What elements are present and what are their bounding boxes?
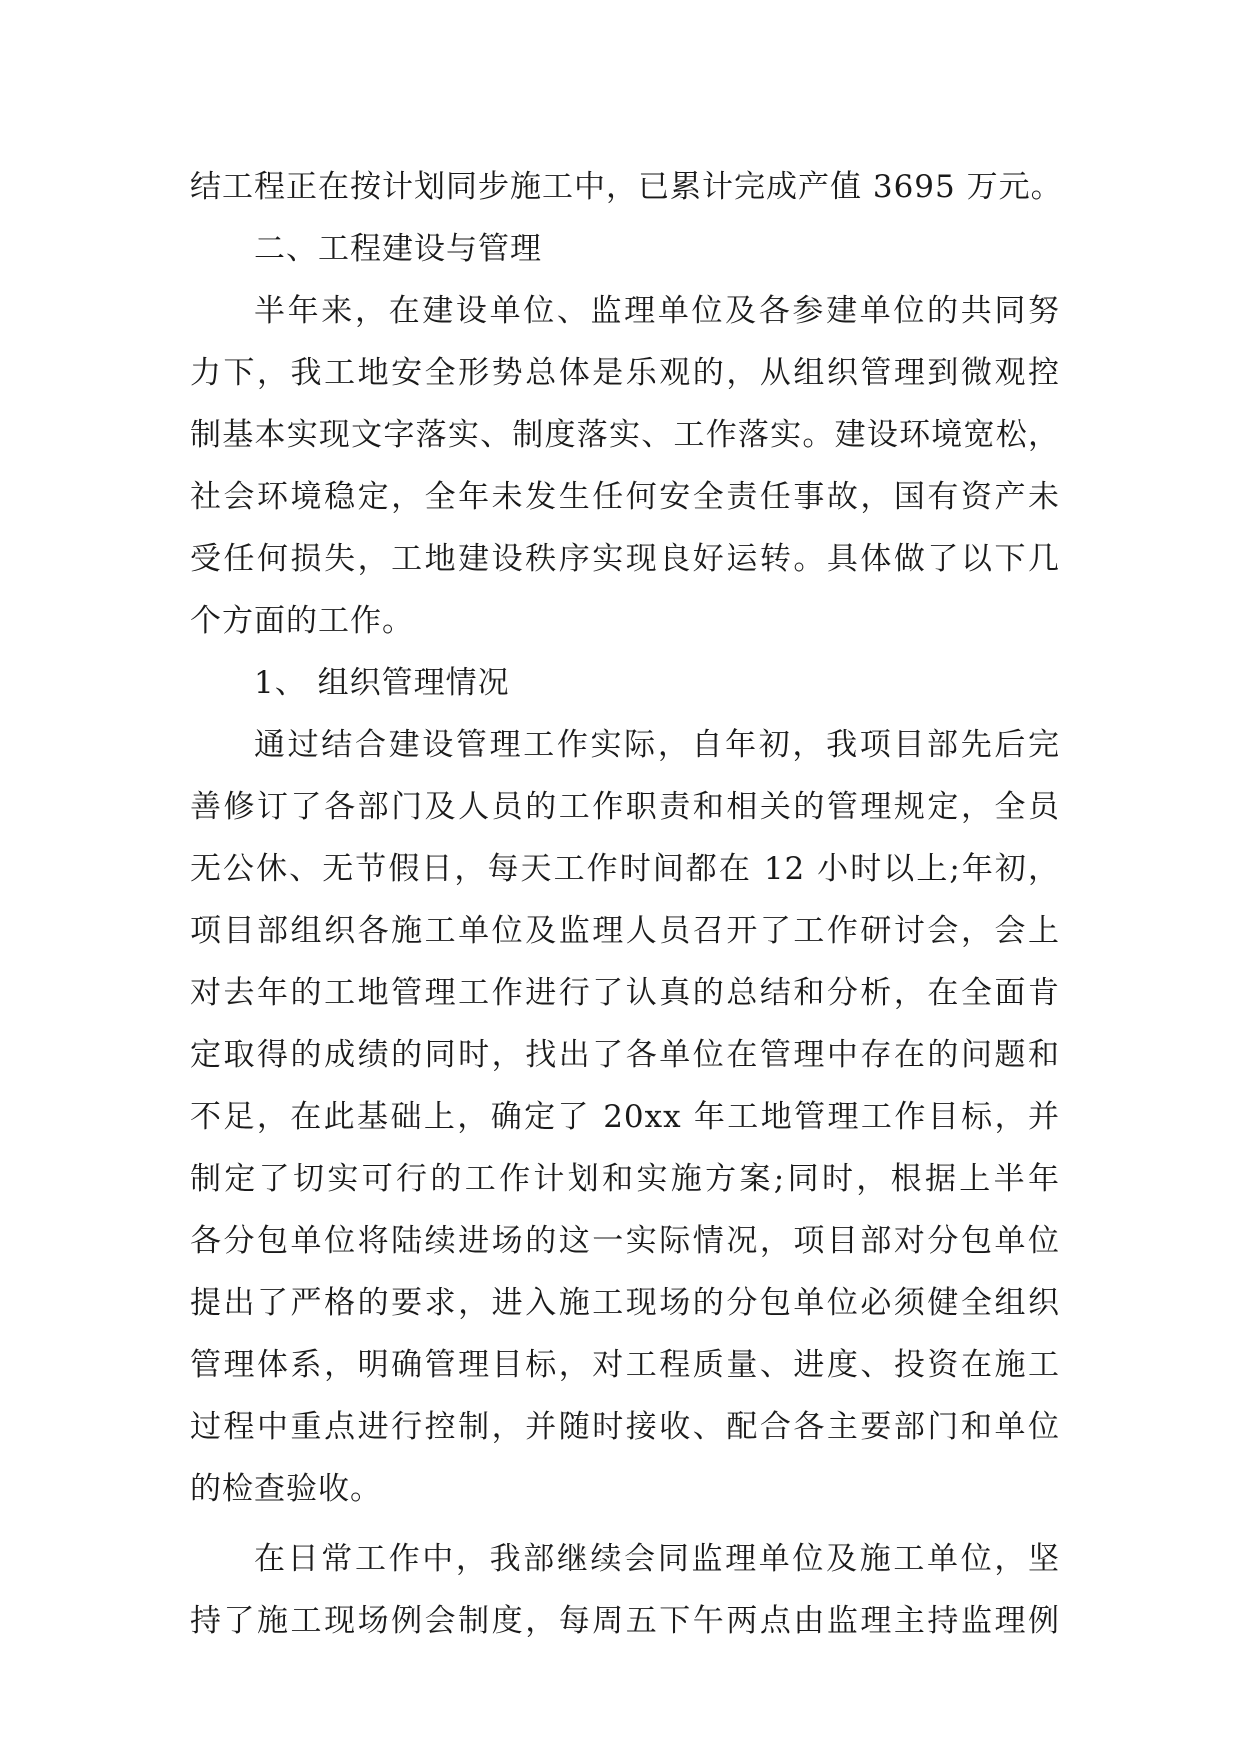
paragraph-line: 个方面的工作。 (190, 603, 414, 639)
subsection-heading: 1、 组织管理情况 (254, 665, 510, 701)
paragraph-line: 无公休、无节假日，每天工作时间都在 12 小时以上;年初， (190, 851, 1060, 887)
paragraph-line: 通过结合建设管理工作实际，自年初，我项目部先后完 (254, 727, 1060, 763)
paragraph-line: 定取得的成绩的同时，找出了各单位在管理中存在的问题和 (190, 1037, 1060, 1073)
document-body (190, 156, 1063, 1652)
paragraph-line: 半年来，在建设单位、监理单位及各参建单位的共同努 (254, 293, 1060, 329)
paragraph-line: 持了施工现场例会制度，每周五下午两点由监理主持监理例 (190, 1603, 1060, 1639)
paragraph-line: 受任何损失，工地建设秩序实现良好运转。具体做了以下几 (190, 541, 1060, 577)
paragraph-line: 制定了切实可行的工作计划和实施方案;同时，根据上半年 (190, 1161, 1060, 1197)
paragraph-line: 力下，我工地安全形势总体是乐观的，从组织管理到微观控 (190, 355, 1060, 391)
section-heading: 二、工程建设与管理 (254, 231, 542, 267)
paragraph-line: 管理体系，明确管理目标，对工程质量、进度、投资在施工 (190, 1347, 1060, 1383)
paragraph-gap (190, 1520, 1060, 1528)
paragraph-line: 提出了严格的要求，进入施工现场的分包单位必须健全组织 (190, 1285, 1060, 1321)
paragraph-line: 社会环境稳定，全年未发生任何安全责任事故，国有资产未 (190, 479, 1060, 515)
paragraph-line: 的检查验收。 (190, 1471, 382, 1507)
paragraph-line: 对去年的工地管理工作进行了认真的总结和分析，在全面肯 (190, 975, 1060, 1011)
body-line: 结工程正在按计划同步施工中，已累计完成产值 3695 万元。 (190, 169, 1063, 205)
paragraph-line: 善修订了各部门及人员的工作职责和相关的管理规定，全员 (190, 789, 1060, 825)
paragraph-line: 各分包单位将陆续进场的这一实际情况，项目部对分包单位 (190, 1223, 1060, 1259)
paragraph-line: 项目部组织各施工单位及监理人员召开了工作研讨会，会上 (190, 913, 1060, 949)
paragraph-line: 在日常工作中，我部继续会同监理单位及施工单位，坚 (254, 1541, 1060, 1577)
paragraph-line: 过程中重点进行控制，并随时接收、配合各主要部门和单位 (190, 1409, 1060, 1445)
paragraph-line: 制基本实现文字落实、制度落实、工作落实。建设环境宽松， (190, 417, 1060, 453)
paragraph-line: 不足，在此基础上，确定了 20xx 年工地管理工作目标，并 (190, 1099, 1060, 1135)
